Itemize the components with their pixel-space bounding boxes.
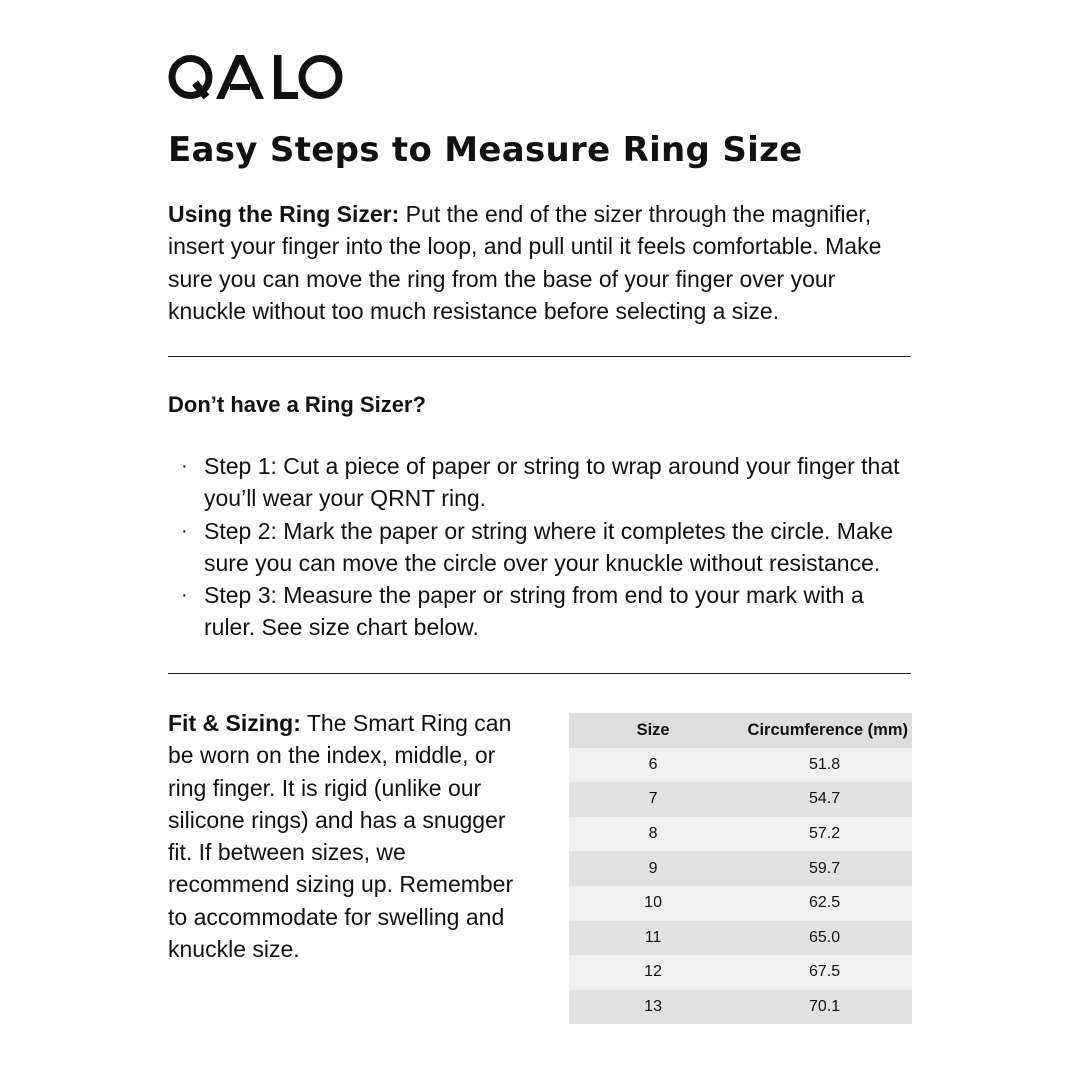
bullet-dot: ·: [181, 519, 188, 542]
step-text: Step 1: Cut a piece of paper or string to wrap around your finger that you’ll wear your QRNT ring.: [204, 453, 900, 512]
page-title: Easy Steps to Measure Ring Size: [168, 130, 803, 170]
fit-sizing-body: The Smart Ring can be worn on the index, middle, or ring finger. It is rigid (unlike our silicone rings) and has a snugger fit. If between sizes, we recommend sizing up. Remember to accommodate for swelling and knuckle size.: [168, 710, 514, 963]
list-item: [168, 450, 913, 515]
list-item: [168, 515, 913, 580]
table-row: [569, 921, 912, 956]
circumference-cell: 59.7: [737, 851, 912, 886]
size-cell: 10: [569, 886, 737, 921]
size-cell: 9: [569, 851, 737, 886]
circumference-cell: 70.1: [737, 990, 912, 1025]
circumference-cell: 65.0: [737, 921, 912, 956]
bullet-dot: ·: [181, 584, 188, 607]
size-cell: 6: [569, 748, 737, 783]
circumference-cell: 51.8: [737, 748, 912, 783]
size-cell: 7: [569, 782, 737, 817]
circumference-cell: 54.7: [737, 782, 912, 817]
size-cell: 8: [569, 817, 737, 852]
size-cell: 11: [569, 921, 737, 956]
size-cell: 13: [569, 990, 737, 1025]
column-header-size: Size: [569, 713, 737, 748]
size-chart-table: [569, 713, 912, 1024]
table-row: [569, 748, 912, 783]
ring-sizer-label: Using the Ring Sizer:: [168, 201, 400, 227]
qalo-logo: [168, 52, 344, 104]
fit-sizing-text: [168, 707, 518, 965]
circumference-cell: 57.2: [737, 817, 912, 852]
ring-sizer-text: Put the end of the sizer through the magnifier, insert your finger into the loop, and pull until it feels comfortable. Make sure you can move the ring from the base of your finger over your knuckle without too much resistance before selecting a size.: [168, 201, 882, 324]
qalo-logo-mark: [168, 52, 344, 104]
circumference-cell: 67.5: [737, 955, 912, 990]
step-text: Step 2: Mark the paper or string where it completes the circle. Make sure you can move the circle over your knuckle without resistance.: [204, 517, 894, 576]
step-text: Step 3: Measure the paper or string from end to your mark with a ruler. See size chart below.: [204, 582, 864, 641]
size-cell: 12: [569, 955, 737, 990]
table-row: [569, 990, 912, 1025]
divider: [168, 356, 911, 357]
table-header-row: [569, 713, 912, 748]
divider: [168, 673, 911, 674]
list-item: [168, 579, 913, 644]
table-row: [569, 851, 912, 886]
fit-sizing-label: Fit & Sizing:: [168, 710, 301, 736]
table-row: [569, 886, 912, 921]
ring-sizer-instructions: [168, 198, 910, 327]
no-sizer-heading: Don’t have a Ring Sizer?: [168, 392, 426, 417]
column-header-circumference: Circumference (mm): [737, 713, 912, 748]
bullet-dot: ·: [181, 455, 188, 477]
steps-list: [168, 450, 913, 644]
circumference-cell: 62.5: [737, 886, 912, 921]
table-row: [569, 955, 912, 990]
table-row: [569, 782, 912, 817]
table-row: [569, 817, 912, 852]
